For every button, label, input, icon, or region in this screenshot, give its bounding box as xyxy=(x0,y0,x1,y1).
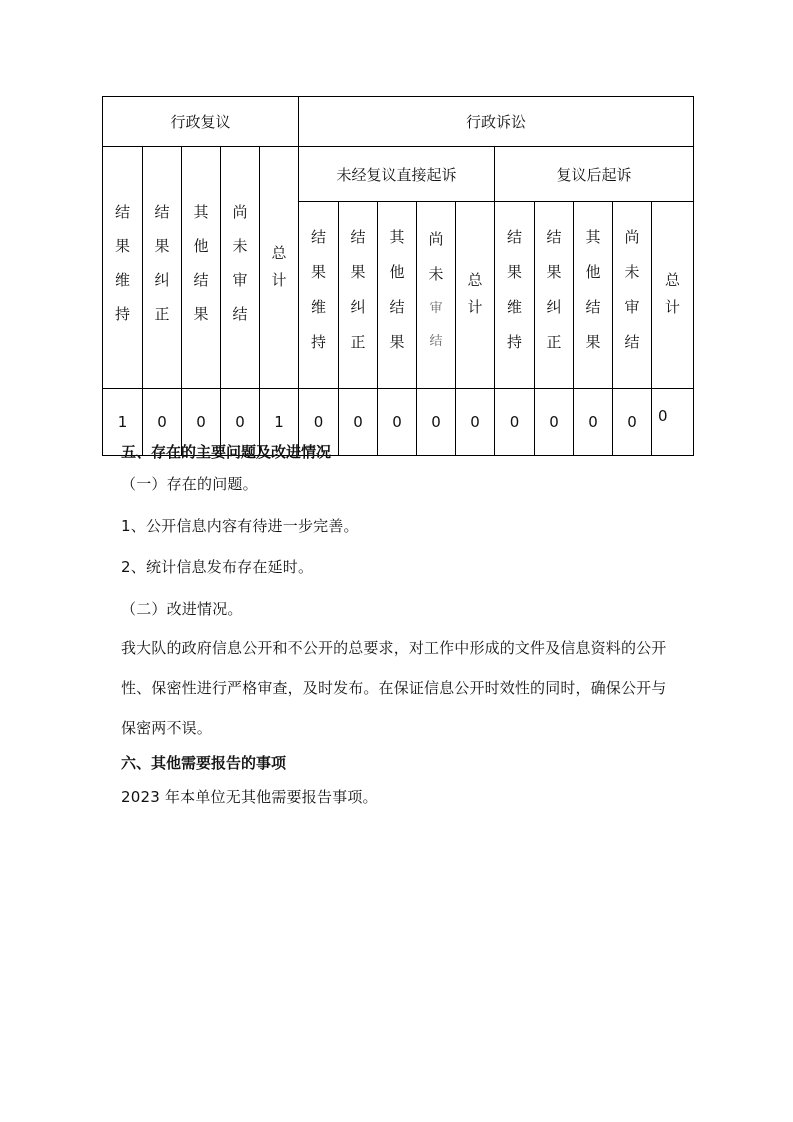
value-cell: 0 xyxy=(182,389,221,456)
value-cell: 0 xyxy=(535,389,574,456)
value-cell: 0 xyxy=(652,389,694,456)
col-direct-total: 总 计 xyxy=(456,202,495,389)
value-cell: 0 xyxy=(221,389,260,456)
value-cell: 1 xyxy=(260,389,299,456)
value-cell: 1 xyxy=(103,389,143,456)
col-review-pending: 尚 未 审 结 xyxy=(221,147,260,389)
section5-item2: 2、统计信息发布存在延时。 xyxy=(121,558,314,576)
section5-heading: 五、存在的主要问题及改进情况 xyxy=(121,443,332,461)
col-review-corrected: 结 果 纠 正 xyxy=(143,147,182,389)
col-direct-corrected: 结 果 纠 正 xyxy=(339,202,378,389)
col-direct-upheld: 结 果 维 持 xyxy=(299,202,339,389)
value-cell: 0 xyxy=(339,389,378,456)
col-direct-pending: 尚 未 审 结 xyxy=(417,202,456,389)
section5-paragraph: 我大队的政府信息公开和不公开的总要求，对工作中形成的文件及信息资料的公开性、保密性进行严格审查，及时发布。在保证信息公开时效性的同时，确保公开与保密两不误。 xyxy=(121,639,667,737)
col-direct-other: 其 他 结 果 xyxy=(378,202,417,389)
section6-heading: 六、其他需要报告的事项 xyxy=(121,754,287,772)
header-direct-suit: 未经复议直接起诉 xyxy=(299,147,495,202)
header-admin-review: 行政复议 xyxy=(103,97,299,147)
review-litigation-table xyxy=(102,96,694,456)
value-cell: 0 xyxy=(378,389,417,456)
col-after-other: 其 他 结 果 xyxy=(574,202,613,389)
col-review-upheld: 结 果 维 持 xyxy=(103,147,143,389)
section5-sub2: （二）改进情况。 xyxy=(121,600,243,618)
value-cell: 0 xyxy=(495,389,535,456)
col-after-upheld: 结 果 维 持 xyxy=(495,202,535,389)
header-suit-after-review: 复议后起诉 xyxy=(495,147,694,202)
value-cell: 0 xyxy=(456,389,495,456)
value-cell: 0 xyxy=(574,389,613,456)
value-cell: 0 xyxy=(299,389,339,456)
header-admin-litigation: 行政诉讼 xyxy=(299,97,694,147)
section6-body: 2023 年本单位无其他需要报告事项。 xyxy=(121,788,378,806)
col-review-other: 其 他 结 果 xyxy=(182,147,221,389)
value-cell: 0 xyxy=(613,389,652,456)
value-cell: 0 xyxy=(417,389,456,456)
col-after-pending: 尚 未 审 结 xyxy=(613,202,652,389)
section5-item1: 1、公开信息内容有待进一步完善。 xyxy=(121,517,359,535)
section5-sub1: （一）存在的问题。 xyxy=(121,475,258,493)
col-after-corrected: 结 果 纠 正 xyxy=(535,202,574,389)
col-after-total: 总 计 xyxy=(652,202,694,389)
col-review-total: 总 计 xyxy=(260,147,299,389)
value-cell: 0 xyxy=(143,389,182,456)
